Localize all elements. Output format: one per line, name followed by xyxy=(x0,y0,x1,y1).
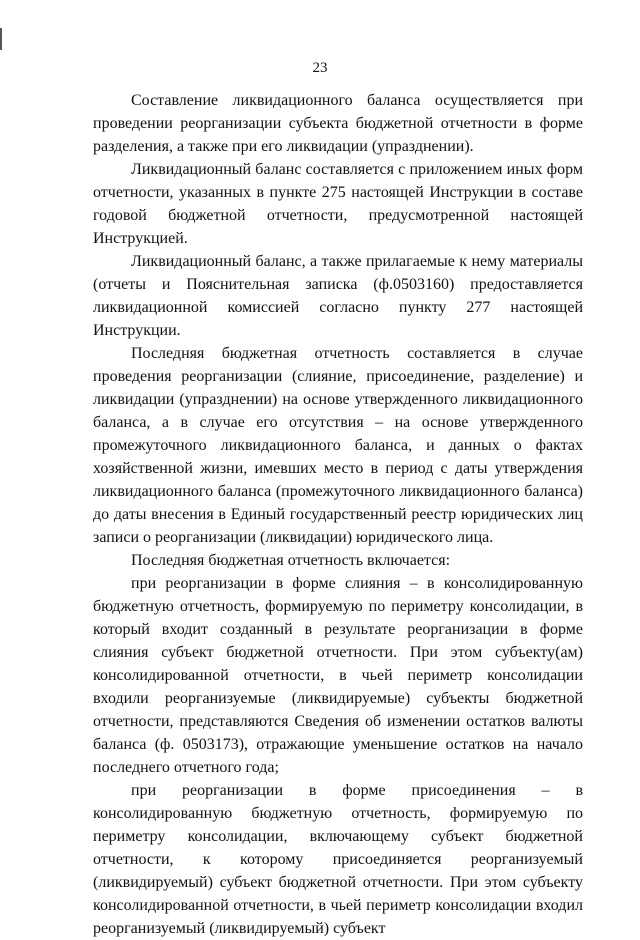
page-number: 23 xyxy=(312,60,328,76)
paragraph-final-reporting: Последняя бюджетная отчетность составляется в случае проведения реорганизации (слияние, присоединение, разделение) и ликвидации (упразднении) на основе утвержденного ликвидационного баланса, а в случае его отсутствия – на основе утвержденного промежуточного ликвидационного баланса, и данных о фактах хозяйственной жизни, имевших место в период с даты утверждения ликвидационного баланса (промежуточного ликвидационного баланса) до даты внесения в Единый государственный реестр юридических лиц записи о реорганизации (ликвидации) юридического лица. xyxy=(93,345,583,546)
paragraph-final-reporting-included: Последняя бюджетная отчетность включается: xyxy=(131,552,451,569)
scan-margin-mark xyxy=(0,28,2,50)
paragraph-balance-attachments: Ликвидационный баланс составляется с приложением иных форм отчетности, указанных в пункте 275 настоящей Инструкции в составе годовой бюджетной отчетности, предусмотренной настоящей Инструкцией. xyxy=(93,161,583,247)
paragraph-liquidation-balance: Составление ликвидационного баланса осуществляется при проведении реорганизации субъекта бюджетной отчетности в форме разделения, а также при его ликвидации (упразднении). xyxy=(93,92,583,155)
paragraph-materials-submission: Ликвидационный баланс, а также прилагаемые к нему материалы (отчеты и Пояснительная записка (ф.0503160) предоставляется ликвидационной комиссией согласно пункту 277 настоящей Инструкции. xyxy=(93,253,583,339)
paragraph-merger-case: при реорганизации в форме слияния – в консолидированную бюджетную отчетность, формируемую по периметру консолидации, в который входит созданный в результате реорганизации в форме слияния субъект бюджетной отчетности. При этом субъекту(ам) консолидированной отчетности, в чьей периметр консолидации входили реорганизуемые (ликвидируемые) субъекты бюджетной отчетности, представляются Сведения об изменении остатков валюты баланса (ф. 0503173), отражающие уменьшение остатков на начало последнего отчетного года; xyxy=(93,575,583,776)
body-text xyxy=(93,89,583,940)
paragraph-accession-case: при реорганизации в форме присоединения – в консолидированную бюджетную отчетность, формируемую по периметру консолидации, включающему субъект бюджетной отчетности, к которому присоединяется реорганизуемый (ликвидируемый) субъект бюджетной отчетности. При этом субъекту консолидированной отчетности, в чьей периметр консолидации входил реорганизуемый (ликвидируемый) субъект xyxy=(93,782,583,937)
